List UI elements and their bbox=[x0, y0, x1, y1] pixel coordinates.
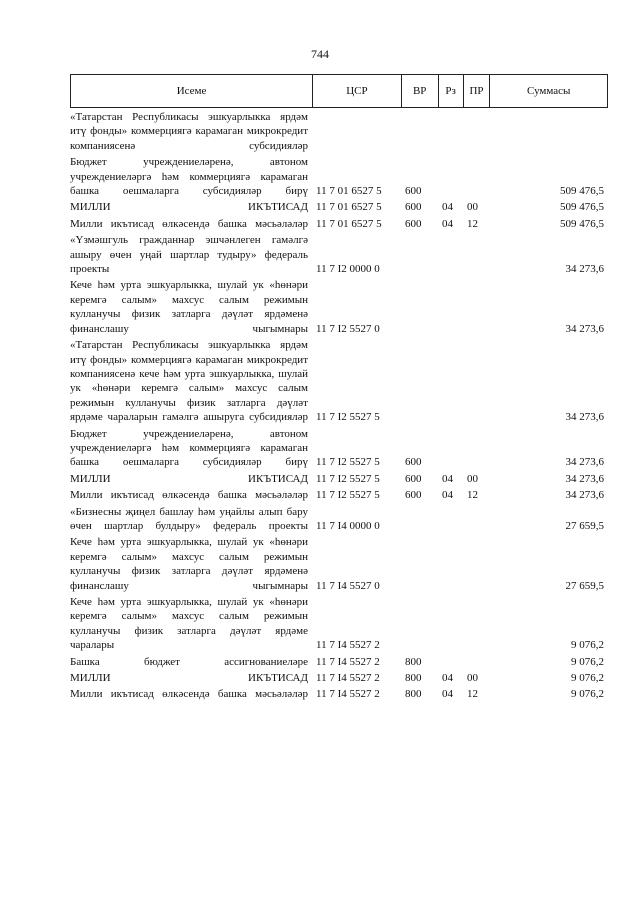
header-vr: ВР bbox=[401, 75, 438, 107]
row-vr: 600 bbox=[405, 456, 422, 469]
row-sum: 509 476,5 bbox=[560, 185, 604, 198]
row-name: Милли икътисад өлкәсендә башка мәсьәләләр bbox=[70, 217, 308, 230]
row-name: Кече һәм урта эшкуарлыкка, шулай ук «һөнәри керемгә салым» махсус салым режимын кулланучы физик затларга дәүләт ярдәме чаралары bbox=[70, 596, 308, 652]
row-csr: 11 7 I4 0000 0 bbox=[316, 519, 380, 532]
budget-table bbox=[70, 74, 608, 704]
row-csr: 11 7 I4 5527 2 bbox=[316, 672, 380, 685]
row-csr: 11 7 01 6527 5 bbox=[316, 217, 382, 230]
table-header bbox=[70, 74, 608, 108]
header-sum: Суммасы bbox=[489, 75, 607, 107]
table-row bbox=[70, 278, 608, 336]
row-sum: 27 659,5 bbox=[565, 579, 604, 592]
row-sum: 509 476,5 bbox=[560, 201, 604, 214]
row-name: Кече һәм урта эшкуарлыкка, шулай ук «һөнәри керемгә салым» махсус салым режимын кулланучы физик затларга дәүләт ярдәменә финанслашу чыгымнары bbox=[70, 279, 308, 335]
header-csr: ЦСР bbox=[312, 75, 401, 107]
row-rz: 04 bbox=[442, 688, 453, 701]
row-pr: 12 bbox=[467, 489, 478, 502]
header-name: Исеме bbox=[176, 85, 207, 97]
row-vr: 600 bbox=[405, 489, 422, 502]
table-row bbox=[70, 338, 608, 424]
row-name: МИЛЛИ ИКЪТИСАД bbox=[70, 201, 308, 214]
row-rz: 04 bbox=[442, 472, 453, 485]
row-name: Бюджет учреждениеләренә, автоном учреждениеләргә һәм коммерциягә карамаган башка оешмаларга субсидияләр бирү bbox=[70, 156, 308, 198]
row-sum: 509 476,5 bbox=[560, 217, 604, 230]
table-row bbox=[70, 488, 608, 502]
row-vr: 600 bbox=[405, 201, 422, 214]
row-rz: 04 bbox=[442, 201, 453, 214]
row-sum: 9 076,2 bbox=[571, 655, 604, 668]
row-sum: 9 076,2 bbox=[571, 639, 604, 652]
row-sum: 34 273,6 bbox=[565, 411, 604, 424]
table-row bbox=[70, 110, 608, 153]
row-name: Милли икътисад өлкәсендә башка мәсьәләләр bbox=[70, 688, 308, 701]
row-pr: 00 bbox=[467, 672, 478, 685]
row-name: «Татарстан Республикасы эшкуарлыкка ярдәм итү фонды» коммерциягә карамаган микрокредит компаниясенә субсидияләр bbox=[70, 111, 308, 152]
table-row bbox=[70, 200, 608, 214]
row-sum: 9 076,2 bbox=[571, 688, 604, 701]
row-csr: 11 7 01 6527 5 bbox=[316, 185, 382, 198]
row-csr: 11 7 I2 5527 5 bbox=[316, 489, 380, 502]
header-rz: Рз bbox=[438, 75, 463, 107]
table-body bbox=[70, 108, 608, 704]
row-sum: 34 273,6 bbox=[565, 489, 604, 502]
table-row bbox=[70, 655, 608, 669]
row-name: Милли икътисад өлкәсендә башка мәсьәләләр bbox=[70, 489, 308, 502]
row-csr: 11 7 I2 5527 5 bbox=[316, 411, 380, 424]
row-sum: 34 273,6 bbox=[565, 322, 604, 335]
row-csr: 11 7 I2 0000 0 bbox=[316, 263, 380, 276]
table-row bbox=[70, 505, 608, 534]
table-row bbox=[70, 687, 608, 701]
table-row bbox=[70, 671, 608, 685]
row-sum: 27 659,5 bbox=[565, 519, 604, 532]
row-pr: 00 bbox=[467, 472, 478, 485]
row-sum: 34 273,6 bbox=[565, 456, 604, 469]
row-vr: 600 bbox=[405, 217, 422, 230]
row-rz: 04 bbox=[442, 672, 453, 685]
table-row bbox=[70, 472, 608, 486]
row-sum: 34 273,6 bbox=[565, 263, 604, 276]
table-row bbox=[70, 595, 608, 653]
header-pr: ПР bbox=[463, 75, 490, 107]
table-row bbox=[70, 427, 608, 470]
table-row bbox=[70, 535, 608, 593]
row-rz: 04 bbox=[442, 489, 453, 502]
row-csr: 11 7 I4 5527 2 bbox=[316, 688, 380, 701]
row-name: «Татарстан Республикасы эшкуарлыкка ярдәм итү фонды» коммерциягә карамаган микрокредит компаниясенә кече һәм урта эшкуарлыкка, шулай ук «һөнәри керемгә салым» махсус салым режимын кулланучы физик затларга дәүләт ярдәме чараларын гамәлгә ашыруга субсидияләр bbox=[70, 339, 308, 424]
row-csr: 11 7 I2 5527 5 bbox=[316, 472, 380, 485]
row-name: Кече һәм урта эшкуарлыкка, шулай ук «һөнәри керемгә салым» махсус салым режимын кулланучы физик затларга дәүләт ярдәменә финанслашу чыгымнары bbox=[70, 536, 308, 592]
row-rz: 04 bbox=[442, 217, 453, 230]
row-vr: 600 bbox=[405, 472, 422, 485]
row-vr: 800 bbox=[405, 672, 422, 685]
row-name: Бюджет учреждениеләренә, автоном учреждениеләргә һәм коммерциягә карамаган башка оешмаларга субсидияләр бирү bbox=[70, 427, 308, 469]
row-csr: 11 7 I4 5527 2 bbox=[316, 655, 380, 668]
row-csr: 11 7 I2 5527 0 bbox=[316, 322, 380, 335]
row-name: «Бизнесны җиңел башлау һәм уңайлы алып бару өчен шартлар булдыру» федераль проекты bbox=[70, 505, 308, 532]
row-pr: 12 bbox=[467, 688, 478, 701]
row-csr: 11 7 I4 5527 2 bbox=[316, 639, 380, 652]
page-number: 744 bbox=[311, 47, 329, 61]
row-vr: 800 bbox=[405, 688, 422, 701]
row-pr: 00 bbox=[467, 201, 478, 214]
table-row bbox=[70, 233, 608, 276]
row-csr: 11 7 I2 5527 5 bbox=[316, 456, 380, 469]
table-row bbox=[70, 155, 608, 198]
row-name: «Үзмәшгуль гражданнар эшчәнлеген гамәлгә ашыру өчен уңай шартлар тудыру» федераль проекты bbox=[70, 234, 308, 276]
row-csr: 11 7 I4 5527 0 bbox=[316, 579, 380, 592]
row-sum: 9 076,2 bbox=[571, 672, 604, 685]
table-row bbox=[70, 217, 608, 231]
row-name: МИЛЛИ ИКЪТИСАД bbox=[70, 472, 308, 485]
row-csr: 11 7 01 6527 5 bbox=[316, 201, 382, 214]
row-pr: 12 bbox=[467, 217, 478, 230]
row-vr: 600 bbox=[405, 185, 422, 198]
row-vr: 800 bbox=[405, 655, 422, 668]
row-name: Башка бюджет ассигнованиеләре bbox=[70, 655, 308, 668]
row-name: МИЛЛИ ИКЪТИСАД bbox=[70, 672, 308, 685]
row-sum: 34 273,6 bbox=[565, 472, 604, 485]
